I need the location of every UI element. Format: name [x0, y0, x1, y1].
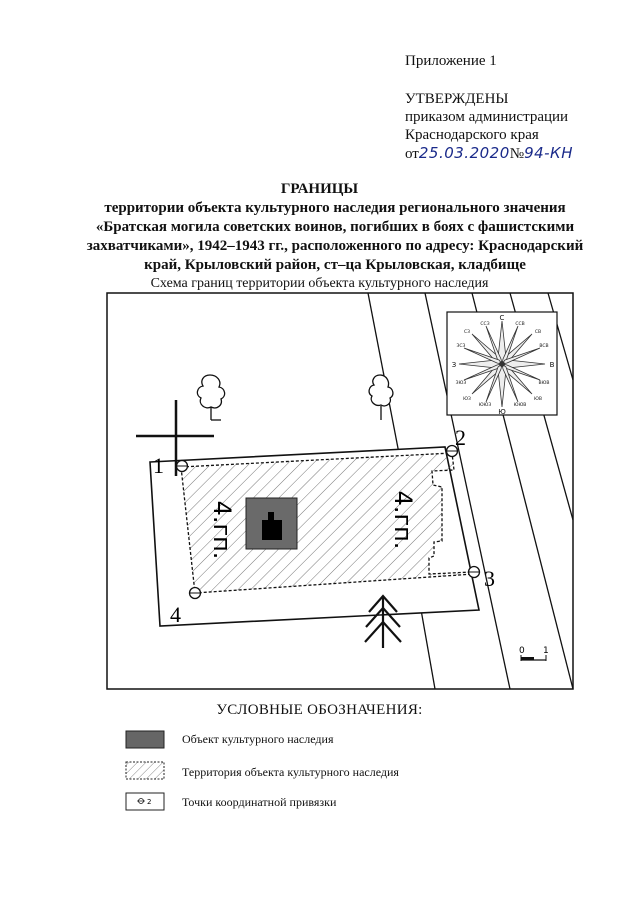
svg-text:СВ: СВ	[534, 330, 542, 335]
legend-label-points: Точки координатной привязки	[182, 795, 337, 809]
svg-text:ССЗ: ССЗ	[480, 322, 490, 327]
legend-label-object: Объект культурного наследия	[182, 732, 334, 746]
svg-text:В: В	[549, 361, 555, 369]
svg-text:ЮЮЗ: ЮЮЗ	[478, 403, 492, 408]
svg-text:ССВ: ССВ	[515, 322, 525, 327]
schema-caption: Схема границ территории объекта культурного наследия	[150, 276, 489, 291]
date-prefix: от	[405, 146, 419, 162]
point-label: 4	[170, 602, 181, 627]
approval-date-line	[405, 144, 573, 163]
svg-text:С: С	[499, 314, 505, 322]
grave-label-right: 4.гп.	[389, 490, 417, 550]
number-prefix: №	[509, 146, 525, 162]
document-subtitle	[70, 199, 600, 275]
approval-number: 94-КН	[524, 144, 573, 162]
point-label: 3	[484, 566, 495, 591]
scale-start: 0	[519, 646, 525, 656]
svg-text:ВСВ: ВСВ	[539, 344, 549, 349]
subtitle-line-3: захватчиками», 1942–1943 гг., расположенного по адресу: Краснодарский	[86, 238, 584, 254]
legend-swatch-points	[126, 793, 164, 810]
subtitle-line-2: «Братская могила советских воинов, погибших в боях с фашистскими	[95, 219, 575, 235]
svg-text:ЮЗ: ЮЗ	[463, 397, 471, 402]
legend-swatch-territory	[126, 762, 164, 779]
legend-swatches	[122, 728, 168, 818]
subtitle-line-4: край, Крыловский район, ст–ца Крыловская, кладбище	[144, 257, 526, 273]
svg-text:ЗСЗ: ЗСЗ	[456, 344, 466, 349]
scale-end: 1	[543, 646, 549, 656]
grave-monument	[262, 520, 282, 540]
grave-label-left: 4.гп.	[208, 500, 236, 560]
point-label: 1	[153, 453, 164, 478]
approved-line-2: Краснодарского края	[405, 127, 539, 143]
svg-text:ЮВ: ЮВ	[534, 397, 542, 402]
approval-date: 25.03.2020	[418, 144, 510, 162]
subtitle-line-1: территории объекта культурного наследия регионального значения	[104, 200, 566, 216]
boundary-map	[106, 292, 574, 690]
legend-swatch-object	[126, 731, 164, 748]
legend-point-number: 2	[147, 798, 152, 806]
document-title: ГРАНИЦЫ	[280, 181, 359, 197]
approval-block	[405, 90, 573, 163]
point-label: 2	[455, 425, 466, 450]
svg-text:ЗЮЗ: ЗЮЗ	[455, 381, 467, 386]
approved-title: УТВЕРЖДЕНЫ	[405, 91, 509, 107]
svg-text:Ю: Ю	[498, 408, 506, 416]
approved-line-1: приказом администрации	[405, 109, 569, 125]
svg-text:ЮЮВ: ЮЮВ	[513, 403, 527, 408]
compass-rose	[447, 312, 557, 416]
svg-text:З: З	[451, 361, 457, 369]
appendix-label: Приложение 1	[405, 53, 497, 69]
svg-text:ВЮВ: ВЮВ	[538, 381, 550, 386]
legend-title: УСЛОВНЫЕ ОБОЗНАЧЕНИЯ:	[216, 702, 423, 718]
legend-label-territory: Территория объекта культурного наследия	[182, 765, 399, 779]
svg-text:СЗ: СЗ	[463, 330, 471, 335]
